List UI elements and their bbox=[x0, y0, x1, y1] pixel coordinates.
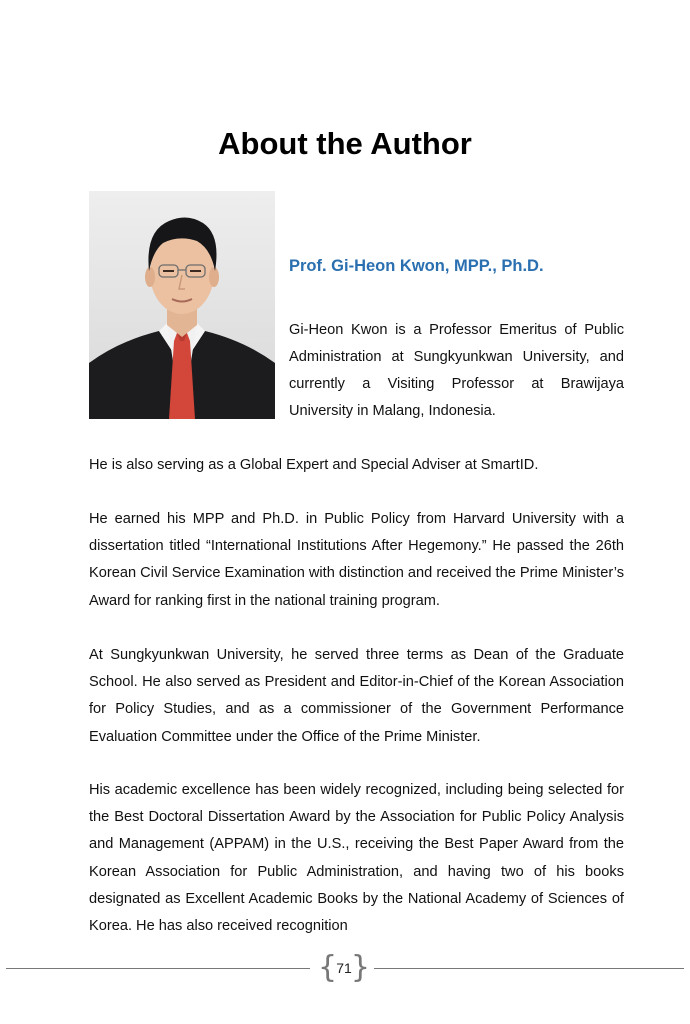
paragraph-education: He earned his MPP and Ph.D. in Public Policy from Harvard University with a dissertation titled “International Institutions After Hegemony.” He passed the 26th Korean Civil Service Examination with distinction and received the Prime Minister’s Award for ranking first in the national training program. bbox=[89, 511, 624, 609]
author-name: Prof. Gi-Heon Kwon, MPP., Ph.D. bbox=[289, 257, 544, 275]
page-title: About the Author bbox=[218, 126, 472, 161]
page-number-badge bbox=[318, 952, 370, 986]
paragraph-awards: His academic excellence has been widely recognized, including being selected for the Best Doctoral Dissertation Award by the Association for Public Policy Analysis and Management (APPAM) in the U.S., receiving the Best Paper Award from the Korean Association for Public Administration, and having two of his books designated as Excellent Academic Books by the National Academy of Sciences of Korea. He has also received recognition bbox=[89, 782, 624, 935]
author-photo bbox=[89, 191, 275, 419]
right-brace-icon: } bbox=[350, 950, 370, 985]
footer-rule-left bbox=[6, 968, 310, 969]
left-brace-icon: { bbox=[318, 950, 338, 985]
author-intro: Gi-Heon Kwon is a Professor Emeritus of Public Administration at Sungkyunkwan University, and currently a Visiting Professor at Brawijaya University in Malang, Indonesia. bbox=[289, 322, 624, 419]
paragraph-global-expert: He is also serving as a Global Expert and Special Adviser at SmartID. bbox=[89, 457, 539, 473]
footer-rule-right bbox=[374, 968, 684, 969]
paragraph-positions: At Sungkyunkwan University, he served three terms as Dean of the Graduate School. He also served as President and Editor-in-Chief of the Korean Association for Policy Studies, and as a commissioner of the Government Performance Evaluation Committee under the Office of the Prime Minister. bbox=[89, 647, 624, 745]
page-number: 71 bbox=[336, 960, 352, 976]
